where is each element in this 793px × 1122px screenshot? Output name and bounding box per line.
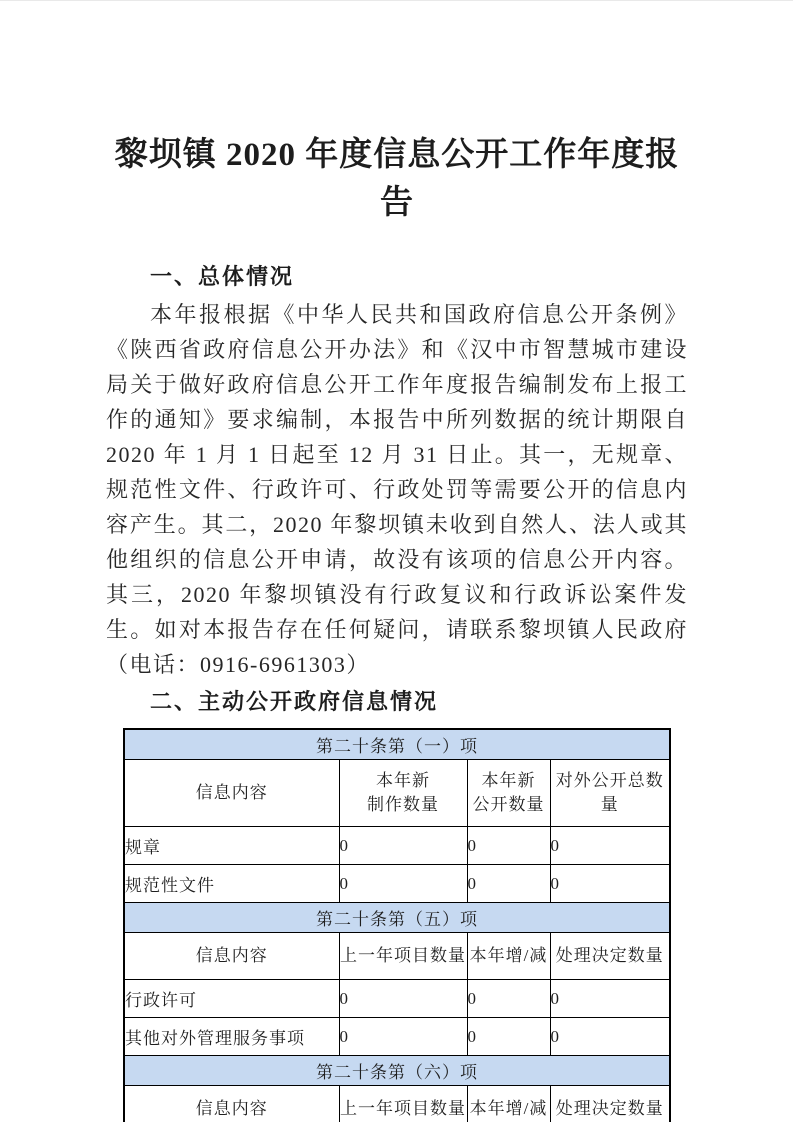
column-header-line: 制作数量 xyxy=(367,795,439,814)
column-header-total-public xyxy=(550,760,670,827)
column-header-last-year-items xyxy=(339,1086,467,1122)
table-header-row xyxy=(124,1086,670,1122)
cell-value: 0 xyxy=(550,1018,670,1056)
column-header-line: 本年增/减 xyxy=(469,946,548,965)
column-header-last-year-items xyxy=(339,933,467,980)
cell-value: 0 xyxy=(550,827,670,865)
table-band-label: 第二十条第（五）项 xyxy=(124,903,670,933)
column-header-change xyxy=(467,1086,550,1122)
column-header-line: 公开数量 xyxy=(472,795,545,814)
table-band-row xyxy=(124,1056,670,1086)
column-header-line: 处理决定数量 xyxy=(555,1099,664,1118)
row-label: 规章 xyxy=(124,827,339,865)
overview-paragraph: 本年报根据《中华人民共和国政府信息公开条例》《陕西省政府信息公开办法》和《汉中市智慧城市建设局关于做好政府信息公开工作年度报告编制发布上报工作的通知》要求编制，本报告中所列数据的统计期限自 2020 年 1 月 1 日起至 12 月 31 日止。其一，无规章、规范性文件、行政许可、行政处罚等需要公开的信息内容产生。其二，2020 年黎坝镇未收到自然人、法人或其他组织的信息公开申请，故没有该项的信息公开内容。其三，2020 年黎坝镇没有行政复议和行政诉讼案件发生。如对本报告存在任何疑问，请联系黎坝镇人民政府（电话：0916-6961303） xyxy=(106,302,688,677)
cell-value: 0 xyxy=(550,980,670,1018)
page-content xyxy=(0,1,793,1122)
column-header-new-produced xyxy=(339,760,467,827)
column-header-line: 本年新 xyxy=(376,771,430,790)
disclosure-table xyxy=(123,728,671,1122)
cell-value: 0 xyxy=(339,827,467,865)
column-header-line: 上一年项目数量 xyxy=(340,946,466,965)
table-header-row xyxy=(124,933,670,980)
column-header-decisions xyxy=(550,933,670,980)
column-header-new-disclosed xyxy=(467,760,550,827)
row-label: 规范性文件 xyxy=(124,865,339,903)
table-row xyxy=(124,1018,670,1056)
table-band-label: 第二十条第（一）项 xyxy=(124,729,670,760)
column-header-info-content xyxy=(124,760,339,827)
column-header-line: 本年新 xyxy=(481,771,536,790)
column-header-line: 对外公开总数量 xyxy=(555,771,664,814)
cell-value: 0 xyxy=(467,1018,550,1056)
column-header-change xyxy=(467,933,550,980)
column-header-line: 信息内容 xyxy=(195,946,268,965)
table-row xyxy=(124,827,670,865)
column-header-line: 信息内容 xyxy=(195,1099,268,1118)
column-header-line: 处理决定数量 xyxy=(555,946,664,965)
row-label: 其他对外管理服务事项 xyxy=(124,1018,339,1056)
table-band-label: 第二十条第（六）项 xyxy=(124,1056,670,1086)
table-band-row xyxy=(124,729,670,760)
column-header-info-content xyxy=(124,1086,339,1122)
table-row xyxy=(124,865,670,903)
table-header-row xyxy=(124,760,670,827)
column-header-info-content xyxy=(124,933,339,980)
section-heading-overview: 一、总体情况 xyxy=(150,264,295,289)
column-header-line: 本年增/减 xyxy=(469,1099,548,1118)
column-header-decisions xyxy=(550,1086,670,1122)
cell-value: 0 xyxy=(339,980,467,1018)
section-heading-proactive: 二、主动公开政府信息情况 xyxy=(150,689,439,714)
document-title: 黎坝镇 2020 年度信息公开工作年度报告 xyxy=(114,137,680,221)
cell-value: 0 xyxy=(550,865,670,903)
table-row xyxy=(124,980,670,1018)
cell-value: 0 xyxy=(467,827,550,865)
row-label: 行政许可 xyxy=(124,980,339,1018)
table-band-row xyxy=(124,903,670,933)
column-header-line: 信息内容 xyxy=(195,783,268,802)
cell-value: 0 xyxy=(467,865,550,903)
cell-value: 0 xyxy=(339,1018,467,1056)
column-header-line: 上一年项目数量 xyxy=(340,1099,466,1118)
cell-value: 0 xyxy=(339,865,467,903)
cell-value: 0 xyxy=(467,980,550,1018)
